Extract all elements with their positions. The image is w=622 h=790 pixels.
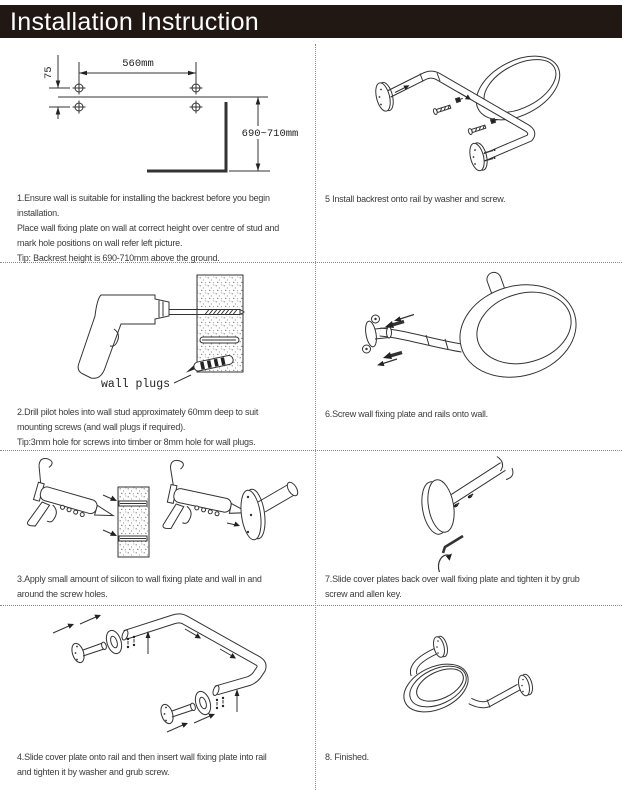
- cover-washer-icon: [193, 689, 214, 716]
- caulk-gun-icon: [22, 457, 123, 547]
- caption-line: 8. Finished.: [325, 752, 369, 762]
- cover-plate-icon: [418, 478, 458, 537]
- rail-assembly-drawing: [53, 615, 262, 732]
- drill-drawing: [78, 275, 244, 391]
- drill-bit: [169, 309, 244, 316]
- page-title: Installation Instruction: [10, 8, 259, 36]
- step-1-figure: [20, 46, 300, 188]
- drill-icon: [78, 295, 169, 378]
- step-7-caption: [325, 572, 580, 602]
- wall-plate-icon: [517, 673, 535, 697]
- step-5-caption: [325, 192, 505, 207]
- backrest-pad: [396, 655, 475, 722]
- silicon-application-drawing: [22, 457, 300, 557]
- title-bar: [0, 5, 622, 38]
- row-divider-2: [0, 450, 622, 451]
- wall-block: [118, 487, 149, 557]
- row-divider-3: [0, 605, 622, 606]
- column-divider: [315, 44, 316, 790]
- dim-height-label: 690~710mm: [241, 128, 299, 140]
- caption-line: 4.Slide cover plate onto rail and then insert wall fixing plate into rail: [17, 752, 267, 762]
- step-4-figure: [15, 608, 305, 743]
- wall-plate-with-tube: [238, 481, 300, 542]
- wall-plate-icon: [363, 315, 392, 353]
- step-7-figure: [415, 455, 535, 580]
- step-2-figure: [55, 268, 265, 403]
- caption-line: screw and allen key.: [325, 589, 402, 599]
- caption-line: mounting screws (and wall plugs if required).: [17, 422, 186, 432]
- caption-line: Place wall fixing plate on wall at correct height over centre of stud and: [17, 223, 280, 233]
- wall-dimension-drawing: [43, 55, 301, 171]
- step-4-caption: [17, 750, 267, 780]
- caption-line: Tip: Backrest height is 690-710mm above the ground.: [17, 253, 220, 263]
- finished-backrest-drawing: [396, 635, 534, 721]
- step-6-figure: [350, 268, 590, 388]
- cover-washer-icon: [104, 628, 125, 655]
- step-3-figure: [15, 455, 305, 570]
- caption-line: Tip:3mm hole for screws into timber or 8mm hole for wall plugs.: [17, 437, 256, 447]
- caption-line: 5 Install backrest onto rail by washer and screw.: [325, 194, 506, 204]
- caption-line: installation.: [17, 208, 60, 218]
- cover-plate-drawing: [418, 457, 513, 573]
- step-6-caption: [325, 407, 488, 422]
- wall-plate-icon: [373, 81, 396, 113]
- caption-line: mark hole positions on wall refer left picture.: [17, 238, 183, 248]
- wall-floor-corner: [147, 102, 226, 171]
- backrest-pad: [449, 271, 587, 390]
- wall-plugs-label: wall plugs: [101, 378, 171, 391]
- dim-offset-label: 75: [43, 66, 55, 79]
- caption-line: 2.Drill pilot holes into wall stud approximately 60mm deep to suit: [17, 407, 259, 417]
- step-8-figure: [390, 625, 550, 750]
- dim-width-label: 560mm: [122, 58, 154, 70]
- backrest-exploded-drawing: [373, 43, 570, 172]
- caption-line: 6.Screw wall fixing plate and rails onto wall.: [325, 409, 488, 419]
- step-1-caption: [17, 191, 279, 266]
- caption-line: around the screw holes.: [17, 589, 108, 599]
- allen-key-icon: [443, 536, 463, 553]
- pilot-hole: [200, 337, 239, 343]
- step-3-caption: [17, 572, 262, 602]
- caption-line: 1.Ensure wall is suitable for installing the backrest before you begin: [17, 193, 270, 203]
- step-2-caption: [17, 405, 258, 450]
- screw-icon: [468, 124, 486, 135]
- caption-line: 3.Apply small amount of silicon to wall fixing plate and wall in and: [17, 574, 262, 584]
- grub-screws: [216, 697, 224, 709]
- screw-icon: [433, 104, 451, 115]
- caption-line: and tighten it by washer and grub screw.: [17, 767, 170, 777]
- caption-line: 7.Slide cover plates back over wall fixing plate and tighten it by grub: [325, 574, 580, 584]
- rotation-arrow-icon: [438, 554, 452, 573]
- wall-plate-icon: [159, 703, 197, 726]
- wall-plate-icon: [70, 642, 108, 665]
- slide-arrows: [53, 615, 101, 633]
- step-5-figure: [355, 50, 585, 190]
- backrest-side-drawing: [363, 270, 588, 390]
- step-8-caption: [325, 750, 369, 765]
- nut-icon: [455, 97, 463, 103]
